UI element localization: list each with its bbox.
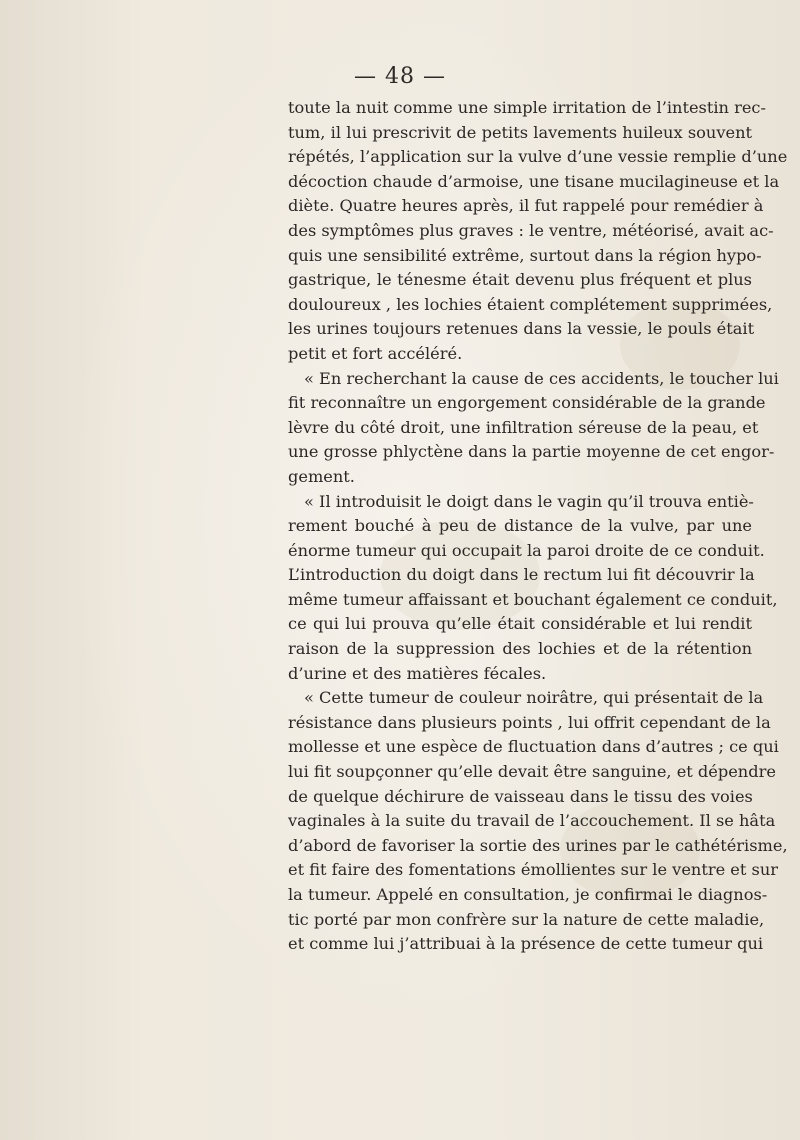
text-line: lui fit soupçonner qu’elle devait être sanguine, et dépendre [288, 762, 776, 782]
text-line: une grosse phlyctène dans la partie moyenne de cet engor- [288, 442, 775, 462]
text-line: d’urine et des matières fécales. [288, 663, 547, 683]
text-line: toute la nuit comme une simple irritation de l’intestin rec- [288, 98, 766, 117]
text-line: décoction chaude d’armoise, une tisane mucilagineuse et la [288, 171, 780, 191]
text-line: petit et fort accéléré. [288, 343, 463, 363]
text-line: et comme lui j’attribuai à la présence de cette tumeur qui [288, 934, 764, 954]
text-line: de quelque déchirure de vaisseau dans le tissu des voies [288, 786, 753, 806]
text-line: « Il introduisit le doigt dans le vagin qu’il trouva entiè- [304, 491, 754, 511]
text-line: gastrique, le ténesme était devenu plus fréquent et plus [288, 270, 752, 290]
text-line: tic porté par mon confrère sur la nature de cette maladie, [288, 909, 765, 929]
text-line: des symptômes plus graves : le ventre, météorisé, avait ac- [288, 220, 774, 240]
text-line: répétés, l’application sur la vulve d’une vessie remplie d’une [288, 147, 788, 167]
text-line: « Cette tumeur de couleur noirâtre, qui présentait de la [304, 688, 764, 708]
page-number: — 48 — [354, 64, 446, 89]
text-line: vaginales à la suite du travail de l’accouchement. Il se hâta [288, 811, 776, 831]
text-line: tum, il lui prescrivit de petits lavements huileux souvent [288, 122, 752, 142]
text-line: les urines toujours retenues dans la vessie, le pouls était [288, 319, 755, 339]
text-line: lèvre du côté droit, une infiltration séreuse de la peau, et [288, 417, 759, 437]
text-line: douloureux , les lochies étaient complétement supprimées, [288, 294, 773, 314]
text-line: même tumeur affaissant et bouchant également ce conduit, [288, 589, 778, 609]
text-line: L’introduction du doigt dans le rectum lui fit découvrir la [288, 565, 755, 585]
text-line: fit reconnaître un engorgement considérable de la grande [288, 393, 766, 413]
text-line: rement bouché à peu de distance de la vulve, par une [288, 516, 752, 536]
body-text [288, 96, 788, 957]
text-line: résistance dans plusieurs points , lui offrit cependant de la [288, 712, 771, 732]
text-line: gement. [288, 466, 355, 486]
text-line: et fit faire des fomentations émollientes sur le ventre et sur [288, 860, 778, 880]
text-line: énorme tumeur qui occupait la paroi droite de ce conduit. [288, 540, 765, 560]
text-line: raison de la suppression des lochies et de la rétention [288, 639, 752, 659]
text-line: diète. Quatre heures après, il fut rappelé pour remédier à [288, 196, 764, 216]
text-line: la tumeur. Appelé en consultation, je confirmai le diagnos- [288, 885, 768, 904]
text-line: mollesse et une espèce de fluctuation dans d’autres ; ce qui [288, 737, 779, 757]
text-line: d’abord de favoriser la sortie des urines par le cathétérisme, [288, 835, 788, 855]
text-line: ce qui lui prouva qu’elle était considérable et lui rendit [288, 614, 752, 634]
text-line: quis une sensibilité extrême, surtout dans la région hypo- [288, 245, 762, 265]
text-line: « En recherchant la cause de ces accidents, le toucher lui [304, 368, 779, 388]
